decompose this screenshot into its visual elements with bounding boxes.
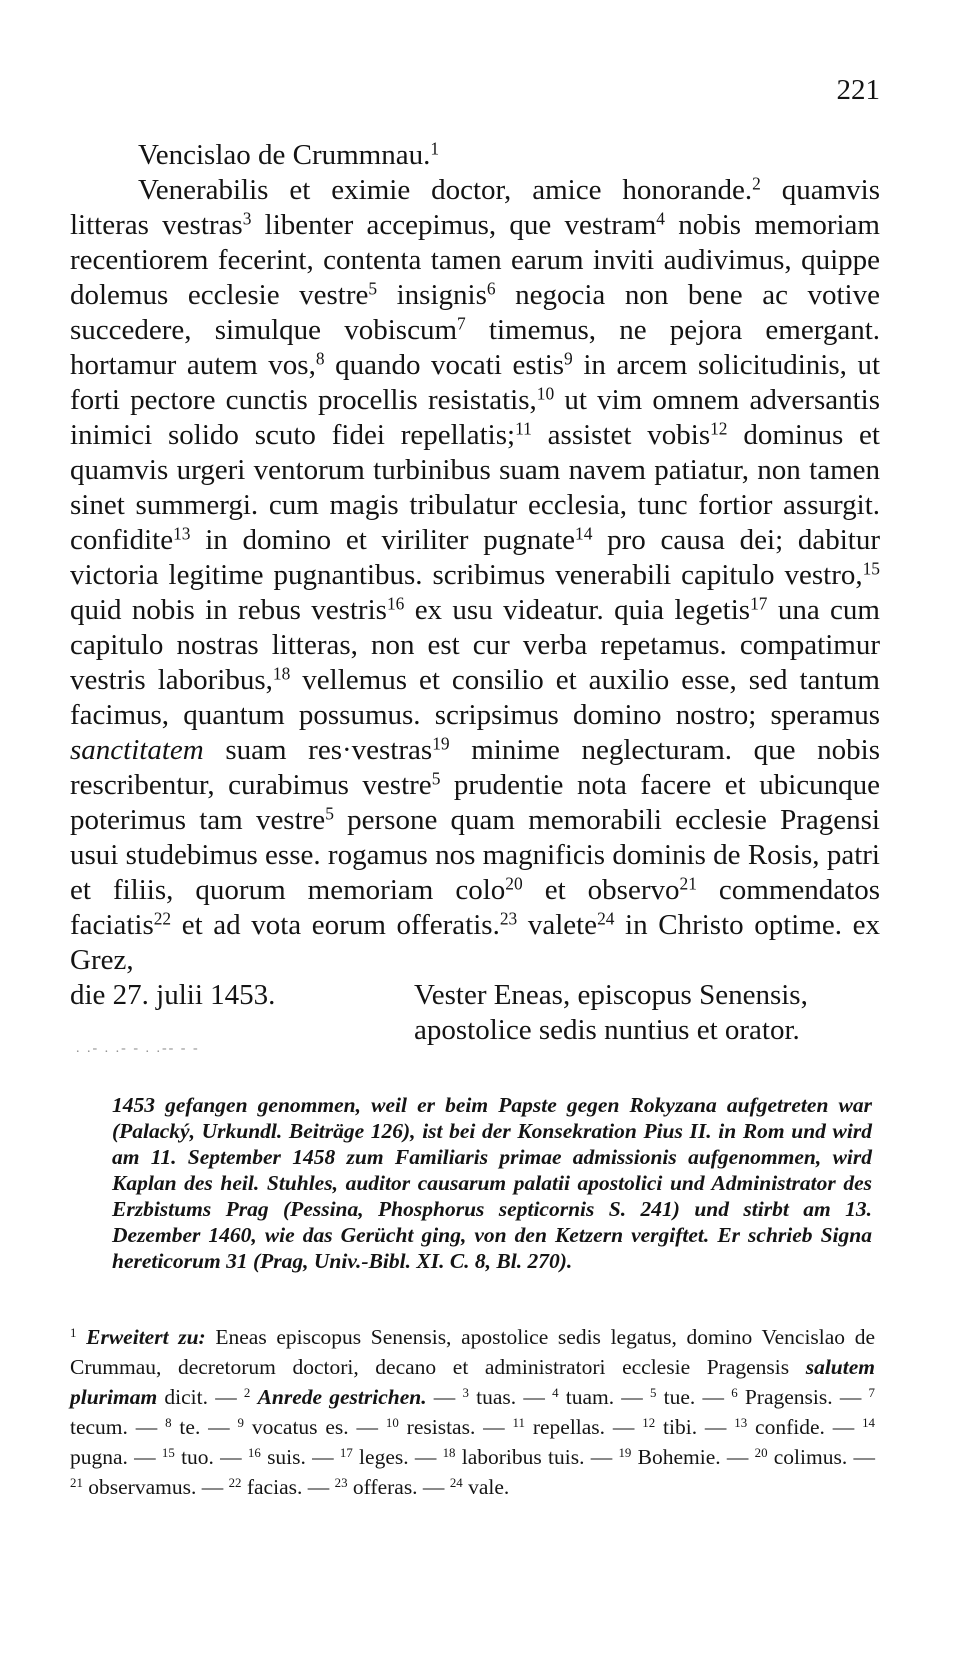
text-run: offeras. — (347, 1475, 450, 1499)
letter-signature-line-2 (70, 1013, 880, 1056)
text-run: te. — (171, 1415, 238, 1439)
text-run: facias. — (241, 1475, 335, 1499)
apparatus-text (70, 1325, 875, 1499)
footnote-marker: 20 (505, 873, 523, 894)
text-run (250, 1385, 257, 1409)
footnote-marker: 19 (618, 1445, 632, 1460)
footnote-marker: 13 (173, 523, 191, 544)
footnote-marker: 23 (499, 908, 518, 929)
footnote-marker: 11 (512, 1415, 525, 1430)
footnote-marker: 1 (70, 1325, 77, 1340)
footnote-marker: 5 (368, 278, 378, 299)
text-run: persone quam memorabili ecclesie Pragensi usui studebimus esse. rogamus nos magnificis dominis de Rosis, patri et filiis, quorum memoriam colo (70, 804, 880, 906)
footnote-marker: 2 (752, 173, 761, 194)
footnote-marker: 16 (247, 1445, 261, 1460)
footnote-marker: 5 (431, 768, 441, 789)
footnote-marker: 9 (564, 348, 573, 369)
text-run: quando vocati estis (324, 349, 565, 381)
footnote-marker: 7 (457, 313, 466, 334)
footnote-marker: 8 (315, 348, 325, 369)
text-run: — (426, 1385, 463, 1409)
italic-text: salutem plurimam (70, 1355, 875, 1409)
editorial-note: 1453 gefangen genommen, weil er beim Papste gegen Rokyzana aufgetreten war (Palacký, Urkundl. Beiträge 126), ist bei der Konsekration Pius II. in Rom und wird am 11. September 1458 zum Familiaris primae admissionis aufgenommen, wird Kaplan des heil. Stuhles, auditor causarum palatii apostolici und Administrator des Erzbistums Prag (Pessina, Phosphorus septicornis S. 241) und stirbt am 13. Dezember 1460, wie das Gerücht ging, von den Ketzern vergiftet. Er schrieb Signa hereticorum 31 (Prag, Univ.-Bibl. XI. C. 8, Bl. 270). (112, 1093, 872, 1273)
footnote-marker: 24 (449, 1475, 463, 1490)
text-run: leges. — (352, 1445, 443, 1469)
footnote-marker: 10 (536, 383, 555, 404)
footnote-marker: 12 (642, 1415, 656, 1430)
text-run: confide. — (747, 1415, 863, 1439)
text-run: tecum. — (70, 1415, 166, 1439)
footnote-marker: 21 (70, 1475, 83, 1490)
text-run: tuo. — (174, 1445, 248, 1469)
text-run: dicit. — (157, 1385, 244, 1409)
text-run: Pragensis. — (737, 1385, 869, 1409)
ruled-mark: . .- . .- - . .-- - - (76, 1041, 200, 1056)
footnote-marker: 7 (868, 1385, 875, 1400)
letter-main-paragraph (70, 173, 880, 978)
text-run: suis. — (260, 1445, 340, 1469)
footnote-marker: 22 (153, 908, 172, 929)
letter-body (70, 138, 881, 1056)
text-run: pugna. — (70, 1445, 162, 1469)
footnote-marker: 8 (165, 1415, 172, 1430)
text-run: repellas. — (524, 1415, 643, 1439)
text-run: vale. (462, 1475, 510, 1499)
page-number: 221 (836, 74, 880, 106)
footnote-marker: 18 (272, 663, 291, 684)
signature-title: apostolice sedis nuntius et orator. (414, 1014, 800, 1046)
footnote-marker: 17 (750, 593, 768, 614)
text-run: assistet vobis (531, 419, 711, 451)
text-run: tibi. — (655, 1415, 735, 1439)
footnote-marker: 4 (552, 1385, 559, 1400)
text-run: laboribus tuis. — (455, 1445, 619, 1469)
footnote-marker: 11 (515, 418, 532, 439)
footnote-marker: 12 (710, 418, 728, 439)
footnote-marker: 1 (430, 138, 440, 159)
footnote-marker: 20 (754, 1445, 768, 1460)
text-run: et ad vota eorum offeratis. (171, 909, 500, 941)
text-run: pro causa dei; dabitur victoria legitime pugnantibus. scribimus venerabili capitulo vestro, (70, 524, 881, 591)
footnote-marker: 16 (386, 593, 405, 614)
text-run: tuas. — (468, 1385, 553, 1409)
italic-text: sanctitatem (70, 734, 204, 766)
text-run: minime neglecturam. que nobis rescribentur, curabimus vestre (70, 734, 880, 801)
text-run: colimus. — (767, 1445, 875, 1469)
letter-date: die 27. julii 1453. (70, 979, 276, 1011)
italic-text: Erweitert zu: (86, 1325, 206, 1349)
text-run: Bohemie. — (631, 1445, 755, 1469)
text-run: tue. — (656, 1385, 732, 1409)
italic-text: Anrede gestrichen. (257, 1385, 427, 1409)
text-run: dominus et quamvis urgeri ventorum turbinibus suam navem patiatur, non tamen sinet summergi. cum magis tribulatur ecclesia, tunc fortior assurgit. confidite (70, 419, 880, 556)
text-run: quid nobis in rebus vestris (70, 594, 387, 626)
footnote-marker: 6 (486, 278, 496, 299)
footnote-marker: 5 (325, 803, 334, 824)
text-run: una cum capitulo nostras litteras, non est cur verba repetamus. compatimur vestris laboribus, (70, 594, 880, 696)
text-run: libenter accepimus, que vestram (251, 209, 657, 241)
text-run: commendatos faciatis (70, 874, 881, 941)
footnote-marker: 15 (862, 558, 880, 579)
text-run: in domino et viriliter pugnate (190, 524, 575, 556)
footnote-marker: 3 (462, 1385, 469, 1400)
text-run: prudentie nota facere et ubicunque poterimus tam vestre (70, 769, 880, 836)
text-run: in arcem solicitudinis, ut forti pectore cunctis procellis resistatis, (70, 349, 880, 416)
footnote-marker: 18 (442, 1445, 456, 1460)
footnote-marker: 21 (679, 873, 697, 894)
footnote-marker: 22 (228, 1475, 242, 1490)
footnote-marker: 2 (243, 1385, 251, 1400)
letter-addressee (70, 138, 880, 173)
text-run: tuam. — (558, 1385, 650, 1409)
footnote-marker: 15 (161, 1445, 175, 1460)
text-run: negocia non bene ac votive succedere, simulque vobiscum (70, 279, 880, 346)
addressee-name: Vencislao de Crummnau. (138, 139, 431, 171)
text-run: timemus, ne pejora emergant. hortamur autem vos, (70, 314, 881, 381)
footnote-marker: 23 (334, 1475, 348, 1490)
text-run: suam res·vestras (203, 734, 433, 766)
text-run: resistas. — (398, 1415, 513, 1439)
text-run: nobis memoriam recentiorem fecerint, contenta tamen earum inviti audivimus, quippe dolemus ecclesie vestre (70, 209, 880, 311)
footnote-marker: 4 (656, 208, 665, 229)
text-run: Eneas episcopus Senensis, apostolice sedis legatus, domino Vencislao de Crummau, decretorum doctori, decano et administratori ecclesie Pragensis (70, 1325, 876, 1379)
text-run: observamus. — (82, 1475, 229, 1499)
text-run: vocatus es. — (244, 1415, 386, 1439)
text-run: insignis (377, 279, 487, 311)
text-run: valete (517, 909, 598, 941)
footnote-marker: 10 (385, 1415, 399, 1430)
text-run (76, 1325, 86, 1349)
footnote-marker: 5 (650, 1385, 657, 1400)
footnote-marker: 9 (237, 1415, 244, 1430)
critical-apparatus (70, 1322, 875, 1502)
text-run: et observo (522, 874, 680, 906)
footnote-marker: 3 (242, 208, 252, 229)
footnote-marker: 14 (575, 523, 593, 544)
footnote-marker: 6 (731, 1385, 738, 1400)
footnote-marker: 14 (862, 1415, 875, 1430)
text-run: in Christo optime. ex Grez, (70, 909, 881, 976)
text-run: vellemus et consilio et auxilio esse, sed tantum facimus, quantum possumus. scripsimus domino nostro; speramus (70, 664, 880, 731)
letter-closing (70, 978, 880, 1013)
footnote-marker: 19 (432, 733, 450, 754)
letter-signature: Vester Eneas, episcopus Senensis, (414, 979, 808, 1011)
footnote-marker: 17 (339, 1445, 353, 1460)
text-run: Venerabilis et eximie doctor, amice honorande. (138, 174, 753, 206)
text-run: ex usu videatur. quia legetis (404, 594, 751, 626)
footnote-marker: 24 (597, 908, 615, 929)
text-run: quamvis litteras vestras (70, 174, 880, 241)
footnote-marker: 13 (734, 1415, 748, 1430)
text-run: ut vim omnem adversantis inimici solido scuto fidei repellatis; (70, 384, 880, 451)
